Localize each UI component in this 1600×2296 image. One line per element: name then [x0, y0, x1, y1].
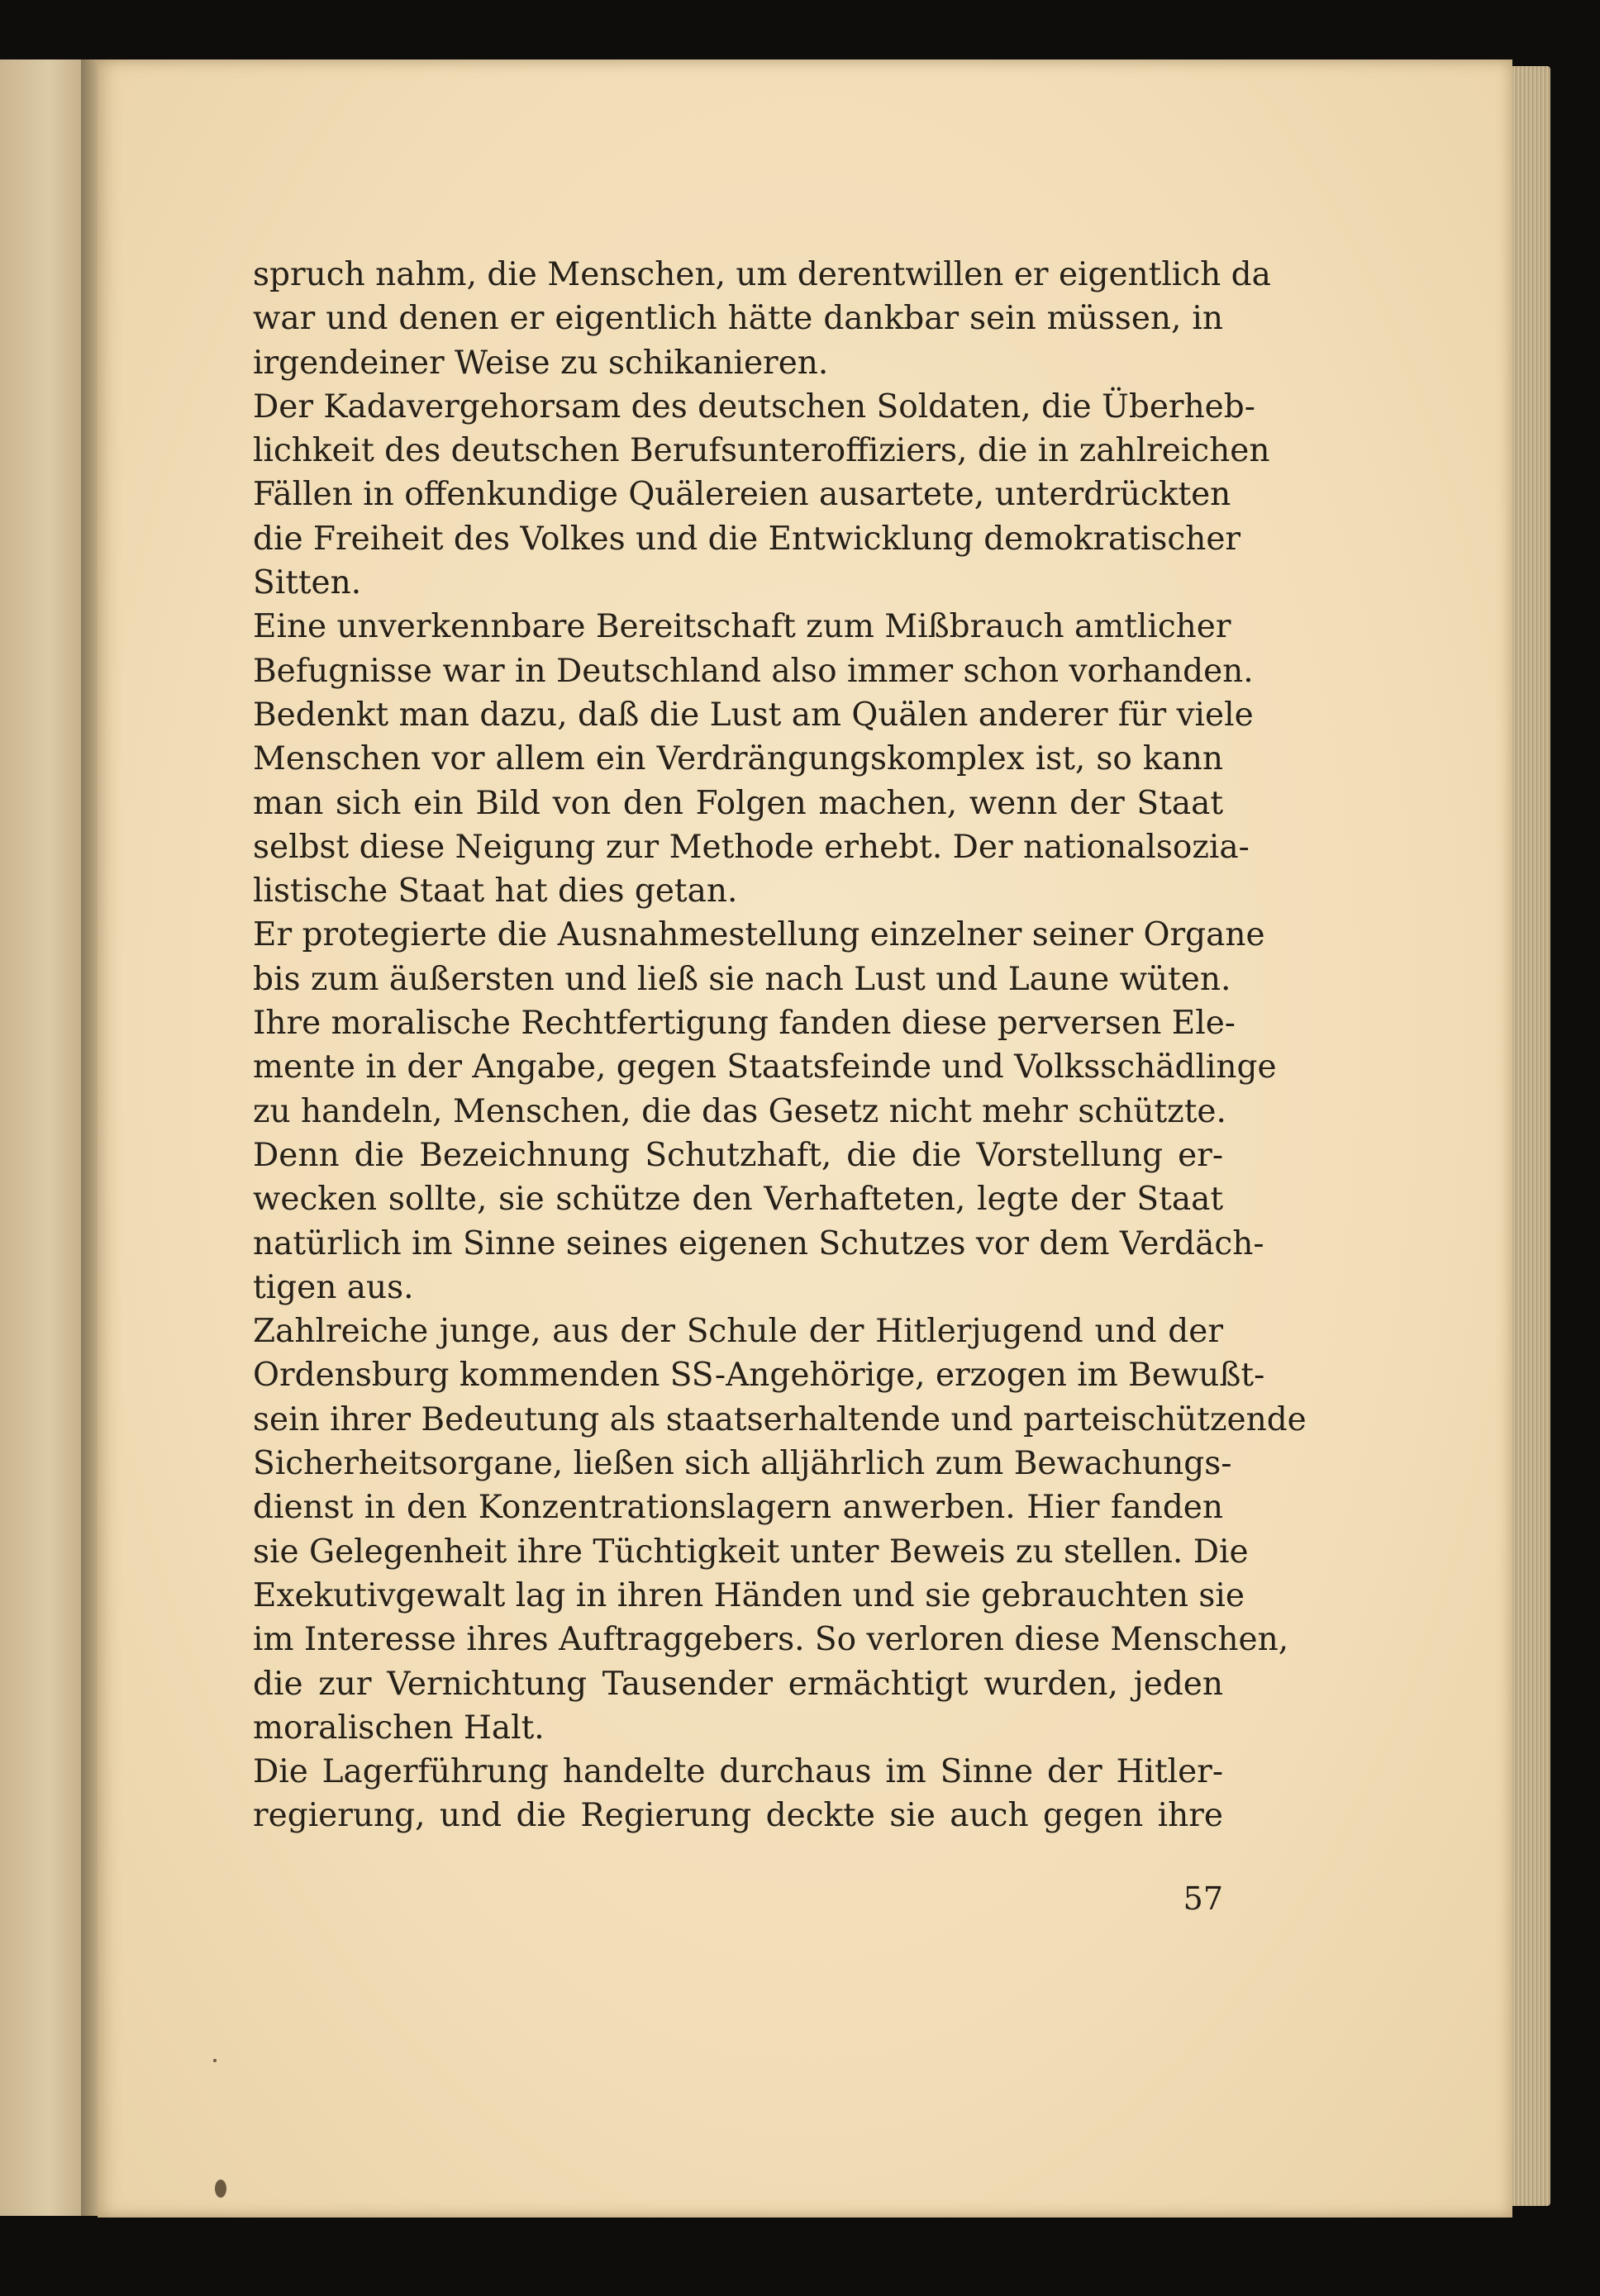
text-line: zu handeln, Menschen, die das Gesetz nicht mehr schützte. — [253, 1092, 1226, 1130]
text-line: sein ihrer Bedeutung als staatserhaltende und parteischützende — [253, 1400, 1307, 1438]
text-line: Sicherheitsorgane, ließen sich alljährlich zum Bewachungs- — [253, 1445, 1232, 1483]
text-line: Denn die Bezeichnung Schutzhaft, die die Vorstellung er- — [253, 1136, 1223, 1174]
text-line: Ihre moralische Rechtfertigung fanden diese perversen Ele- — [253, 1005, 1236, 1043]
paper-speck — [215, 2180, 226, 2198]
text-line: die Freiheit des Volkes und die Entwicklung demokratischer — [253, 520, 1241, 558]
text-line: lichkeit des deutschen Berufsunteroffiziers, die in zahlreichen — [253, 432, 1270, 470]
text-line: Sitten. — [253, 564, 362, 602]
text-line: Die Lagerführung handelte durchaus im Sinne der Hitler- — [253, 1753, 1223, 1791]
text-line: Menschen vor allem ein Verdrängungskomplex ist, so kann — [253, 740, 1223, 778]
text-line: Fällen in offenkundige Quälereien ausartete, unterdrückten — [253, 476, 1231, 514]
text-line: selbst diese Neigung zur Methode erhebt. Der nationalsozia- — [253, 828, 1250, 866]
page-stack-edge — [1509, 66, 1550, 2206]
text-line: tigen aus. — [253, 1268, 414, 1306]
text-line: mente in der Angabe, gegen Staatsfeinde und Volksschädlinge — [253, 1048, 1277, 1086]
text-line: Befugnisse war in Deutschland also immer schon vorhanden. — [253, 652, 1254, 690]
facing-page-edge — [0, 59, 89, 2216]
text-line: spruch nahm, die Menschen, um derentwillen er eigentlich da — [253, 256, 1271, 293]
text-line: Eine unverkennbare Bereitschaft zum Mißbrauch amtlicher — [253, 608, 1231, 646]
text-line: man sich ein Bild von den Folgen machen, wenn der Staat — [253, 784, 1223, 822]
text-line: listische Staat hat dies getan. — [253, 872, 738, 910]
text-line: Der Kadavergehorsam des deutschen Soldaten, die Überheb- — [253, 387, 1255, 425]
page-number: 57 — [1183, 1880, 1223, 1917]
text-line: dienst in den Konzentrationslagern anwerben. Hier fanden — [253, 1489, 1223, 1527]
body-text — [253, 253, 1307, 1838]
text-line: regierung, und die Regierung deckte sie auch gegen ihre — [253, 1797, 1223, 1835]
text-line: Er protegierte die Ausnahmestellung einzelner seiner Organe — [253, 916, 1265, 954]
text-line: sie Gelegenheit ihre Tüchtigkeit unter Beweis zu stellen. Die — [253, 1533, 1249, 1571]
text-line: natürlich im Sinne seines eigenen Schutzes vor dem Verdäch- — [253, 1224, 1264, 1262]
text-line: bis zum äußersten und ließ sie nach Lust und Laune wüten. — [253, 960, 1231, 998]
text-line: Bedenkt man dazu, daß die Lust am Quälen anderer für viele — [253, 696, 1254, 734]
text-line: wecken sollte, sie schütze den Verhafteten, legte der Staat — [253, 1181, 1223, 1219]
text-line: irgendeiner Weise zu schikanieren. — [253, 344, 829, 382]
text-line: moralischen Halt. — [253, 1709, 545, 1747]
text-line: Ordensburg kommenden SS-Angehörige, erzogen im Bewußt- — [253, 1357, 1265, 1395]
text-line: die zur Vernichtung Tausender ermächtigt wurden, jeden — [253, 1665, 1223, 1703]
text-line: im Interesse ihres Auftraggebers. So verloren diese Menschen, — [253, 1621, 1289, 1659]
text-line: war und denen er eigentlich hätte dankbar sein müssen, in — [253, 300, 1223, 338]
text-line: Zahlreiche junge, aus der Schule der Hitlerjugend und der — [253, 1313, 1223, 1351]
text-line: Exekutivgewalt lag in ihren Händen und sie gebrauchten sie — [253, 1576, 1245, 1614]
paper-speck — [213, 2059, 217, 2062]
